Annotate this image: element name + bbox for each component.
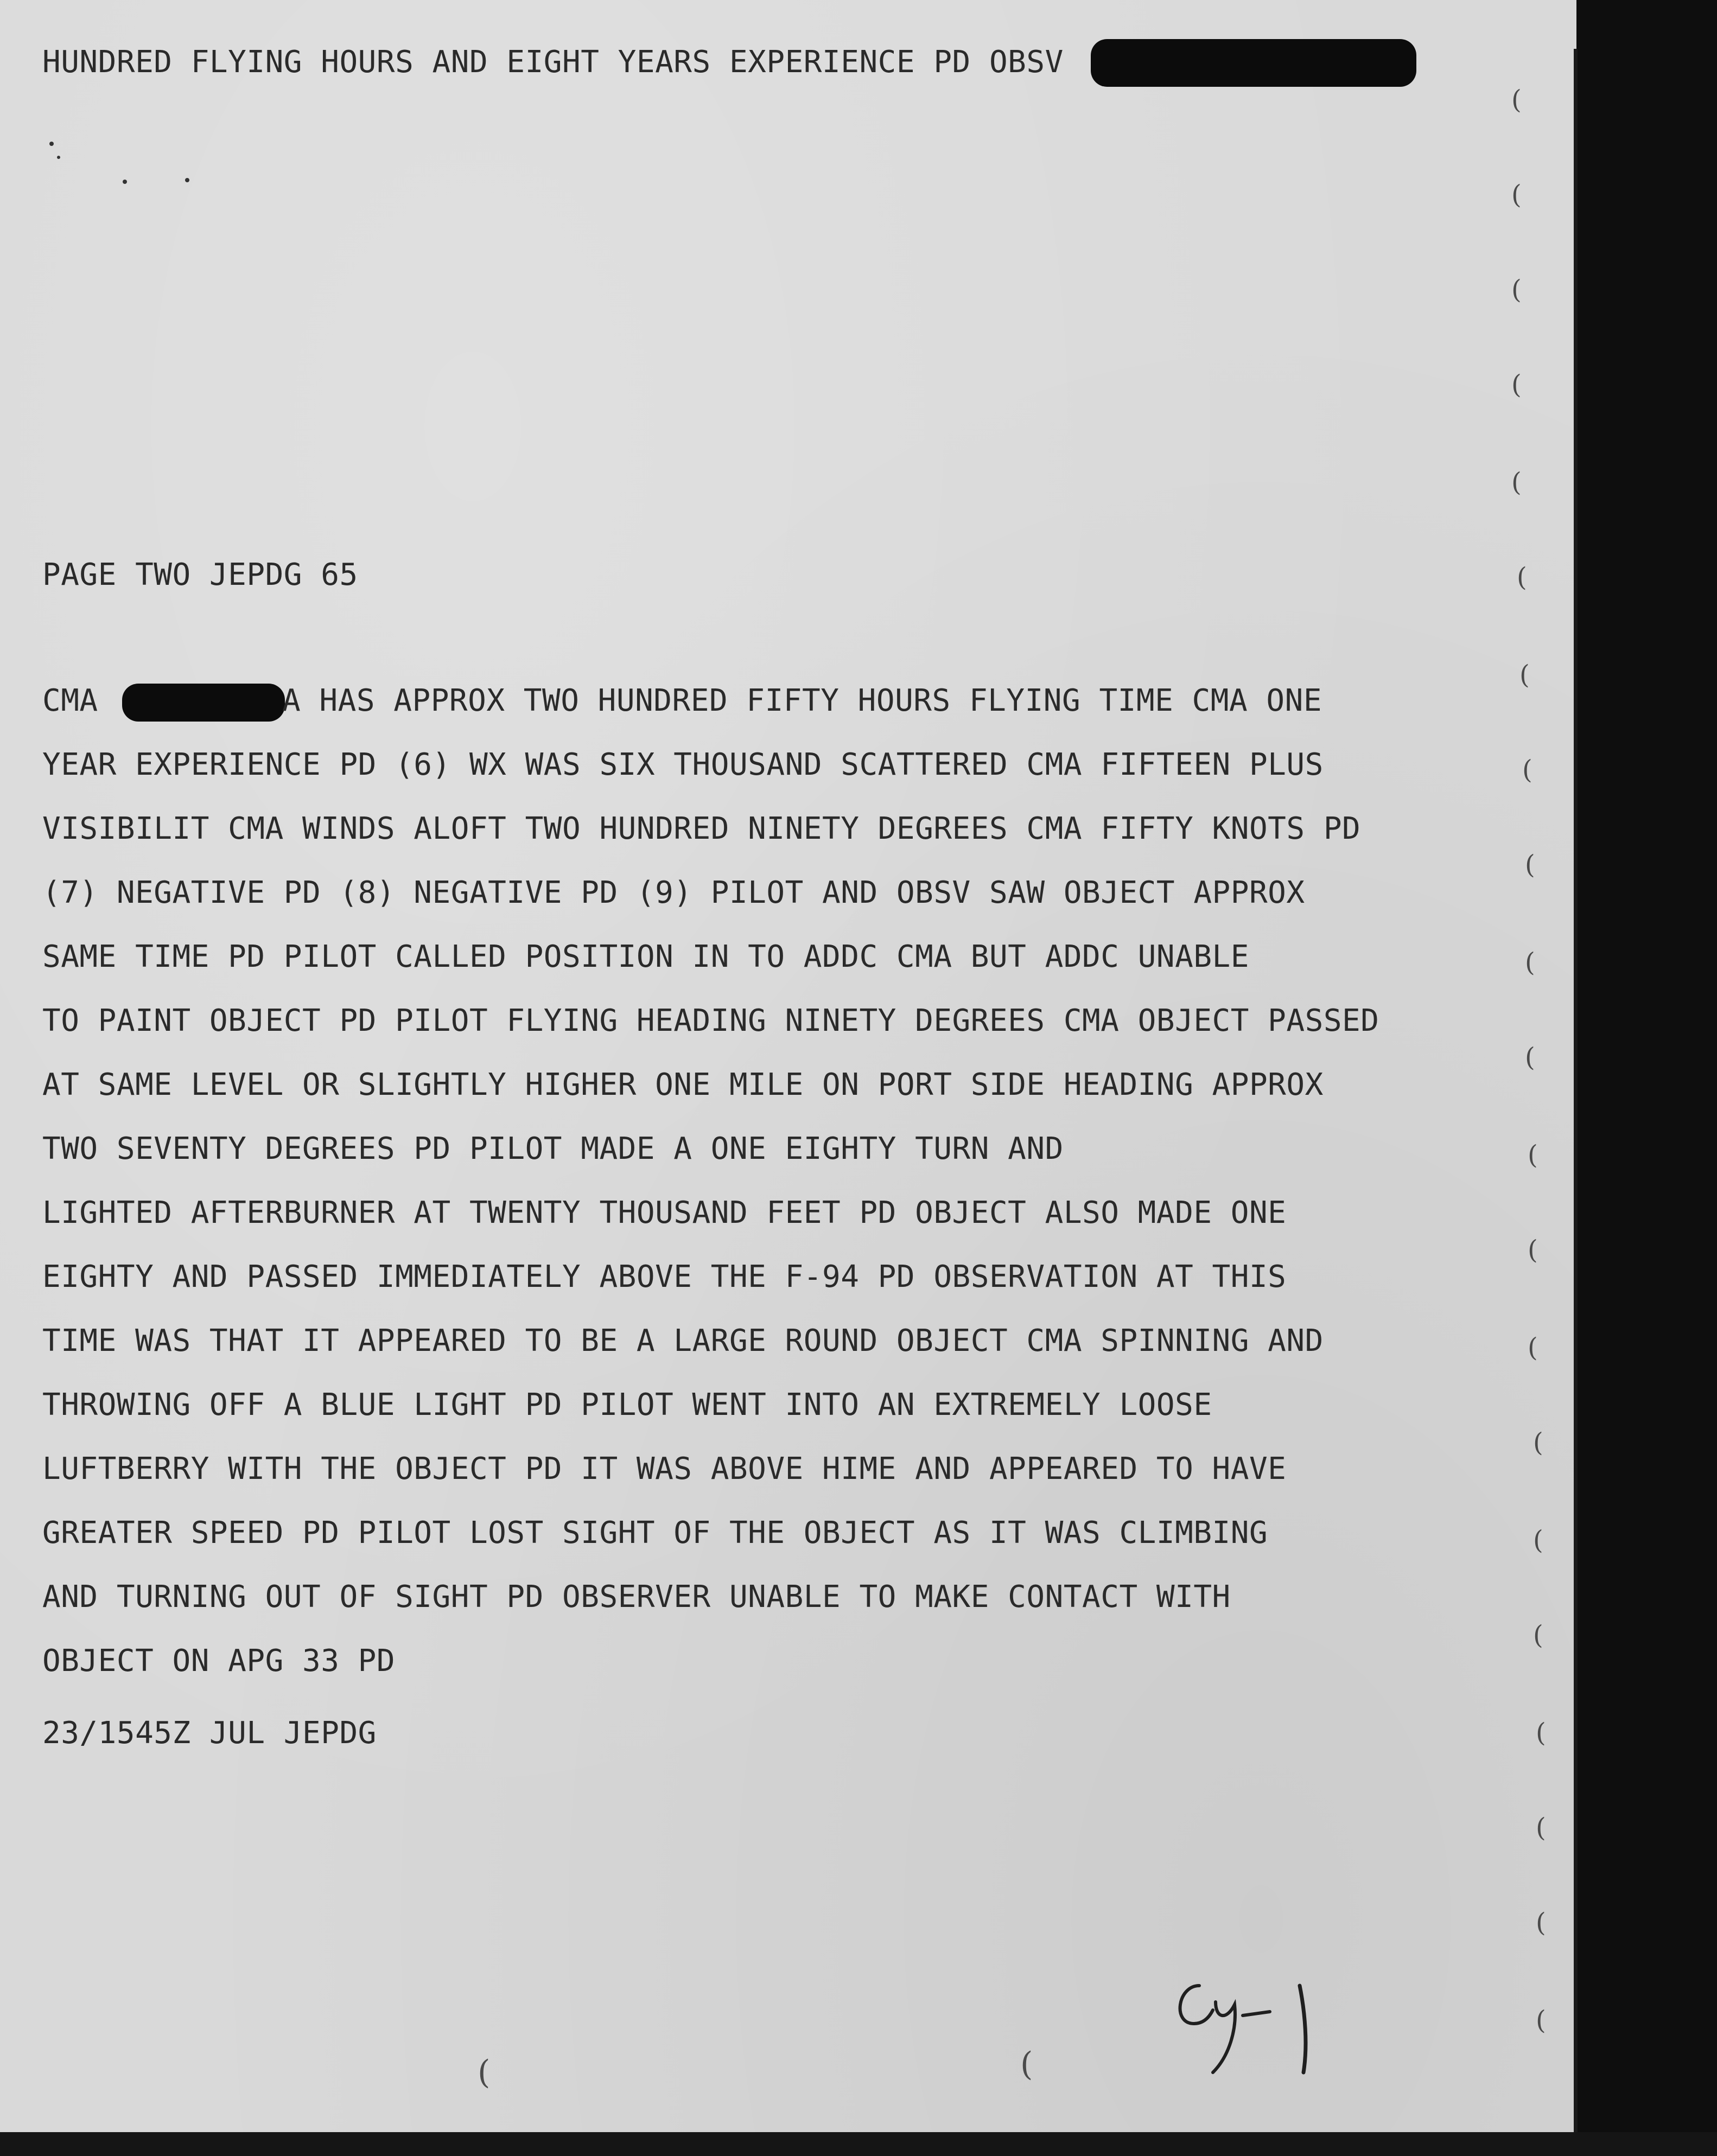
margin-mark: (: [1519, 660, 1530, 690]
margin-mark: (: [1533, 1427, 1543, 1458]
body-line-9: LIGHTED AFTERBURNER AT TWENTY THOUSAND FEET PD OBJECT ALSO MADE ONE: [42, 1195, 1287, 1230]
body-line-1-tail: A HAS APPROX TWO HUNDRED FIFTY HOURS FLYING TIME CMA ONE: [282, 683, 1322, 718]
margin-mark: (: [1528, 1140, 1538, 1170]
body-line-12: THROWING OFF A BLUE LIGHT PD PILOT WENT INTO AN EXTREMELY LOOSE: [42, 1387, 1212, 1423]
body-line-2: YEAR EXPERIENCE PD (6) WX WAS SIX THOUSAND SCATTERED CMA FIFTEEN PLUS: [42, 747, 1324, 782]
binding-mark: (: [478, 2053, 491, 2091]
page-bottom-edge: [0, 2132, 1717, 2156]
body-line-4: (7) NEGATIVE PD (8) NEGATIVE PD (9) PILOT AND OBSV SAW OBJECT APPROX: [42, 875, 1305, 910]
margin-mark: (: [1536, 1813, 1546, 1843]
margin-mark: (: [1511, 85, 1522, 115]
body-line-10: EIGHTY AND PASSED IMMEDIATELY ABOVE THE F-94 PD OBSERVATION AT THIS: [42, 1259, 1287, 1294]
margin-mark: (: [1528, 1235, 1538, 1265]
body-line-3: VISIBILIT CMA WINDS ALOFT TWO HUNDRED NINETY DEGREES CMA FIFTY KNOTS PD: [42, 811, 1361, 846]
body-line-11: TIME WAS THAT IT APPEARED TO BE A LARGE ROUND OBJECT CMA SPINNING AND: [42, 1323, 1324, 1358]
body-line-5: SAME TIME PD PILOT CALLED POSITION IN TO ADDC CMA BUT ADDC UNABLE: [42, 939, 1249, 974]
handwritten-note: [1161, 1964, 1357, 2089]
body-line-15: AND TURNING OUT OF SIGHT PD OBSERVER UNABLE TO MAKE CONTACT WITH: [42, 1579, 1231, 1615]
margin-mark: (: [1533, 1525, 1543, 1555]
margin-mark: (: [1525, 850, 1535, 880]
margin-mark: (: [1522, 755, 1532, 785]
top-line: HUNDRED FLYING HOURS AND EIGHT YEARS EXPERIENCE PD OBSV: [42, 44, 1064, 80]
body-line-8: TWO SEVENTY DEGREES PD PILOT MADE A ONE EIGHTY TURN AND: [42, 1131, 1064, 1166]
redaction-bar-top: [1091, 39, 1416, 87]
body-line-16: OBJECT ON APG 33 PD: [42, 1643, 396, 1679]
page-header: PAGE TWO JEPDG 65: [42, 557, 358, 592]
margin-mark: (: [1511, 369, 1522, 400]
footer-dtg-line: 23/1545Z JUL JEPDG: [42, 1715, 377, 1751]
margin-mark: (: [1528, 1332, 1538, 1363]
margin-mark: (: [1517, 562, 1527, 592]
page-right-border: [1574, 49, 1578, 2132]
body-line-14: GREATER SPEED PD PILOT LOST SIGHT OF THE OBJECT AS IT WAS CLIMBING: [42, 1515, 1268, 1551]
scan-specks: [43, 136, 206, 201]
margin-mark: (: [1525, 947, 1535, 978]
body-line-1-head: CMA: [42, 683, 117, 718]
binding-mark: (: [1020, 2045, 1033, 2083]
redaction-bar-name: [122, 684, 285, 722]
margin-mark: (: [1511, 180, 1522, 210]
margin-mark: (: [1536, 2005, 1546, 2036]
body-line-13: LUFTBERRY WITH THE OBJECT PD IT WAS ABOVE HIME AND APPEARED TO HAVE: [42, 1451, 1287, 1487]
margin-mark: (: [1511, 275, 1522, 305]
body-line-7: AT SAME LEVEL OR SLIGHTLY HIGHER ONE MILE ON PORT SIDE HEADING APPROX: [42, 1067, 1324, 1102]
margin-mark: (: [1536, 1908, 1546, 1938]
margin-mark: (: [1525, 1042, 1535, 1073]
margin-mark: (: [1511, 467, 1522, 497]
margin-mark: (: [1533, 1620, 1543, 1650]
body-line-6: TO PAINT OBJECT PD PILOT FLYING HEADING NINETY DEGREES CMA OBJECT PASSED: [42, 1003, 1379, 1038]
margin-mark: (: [1536, 1718, 1546, 1748]
